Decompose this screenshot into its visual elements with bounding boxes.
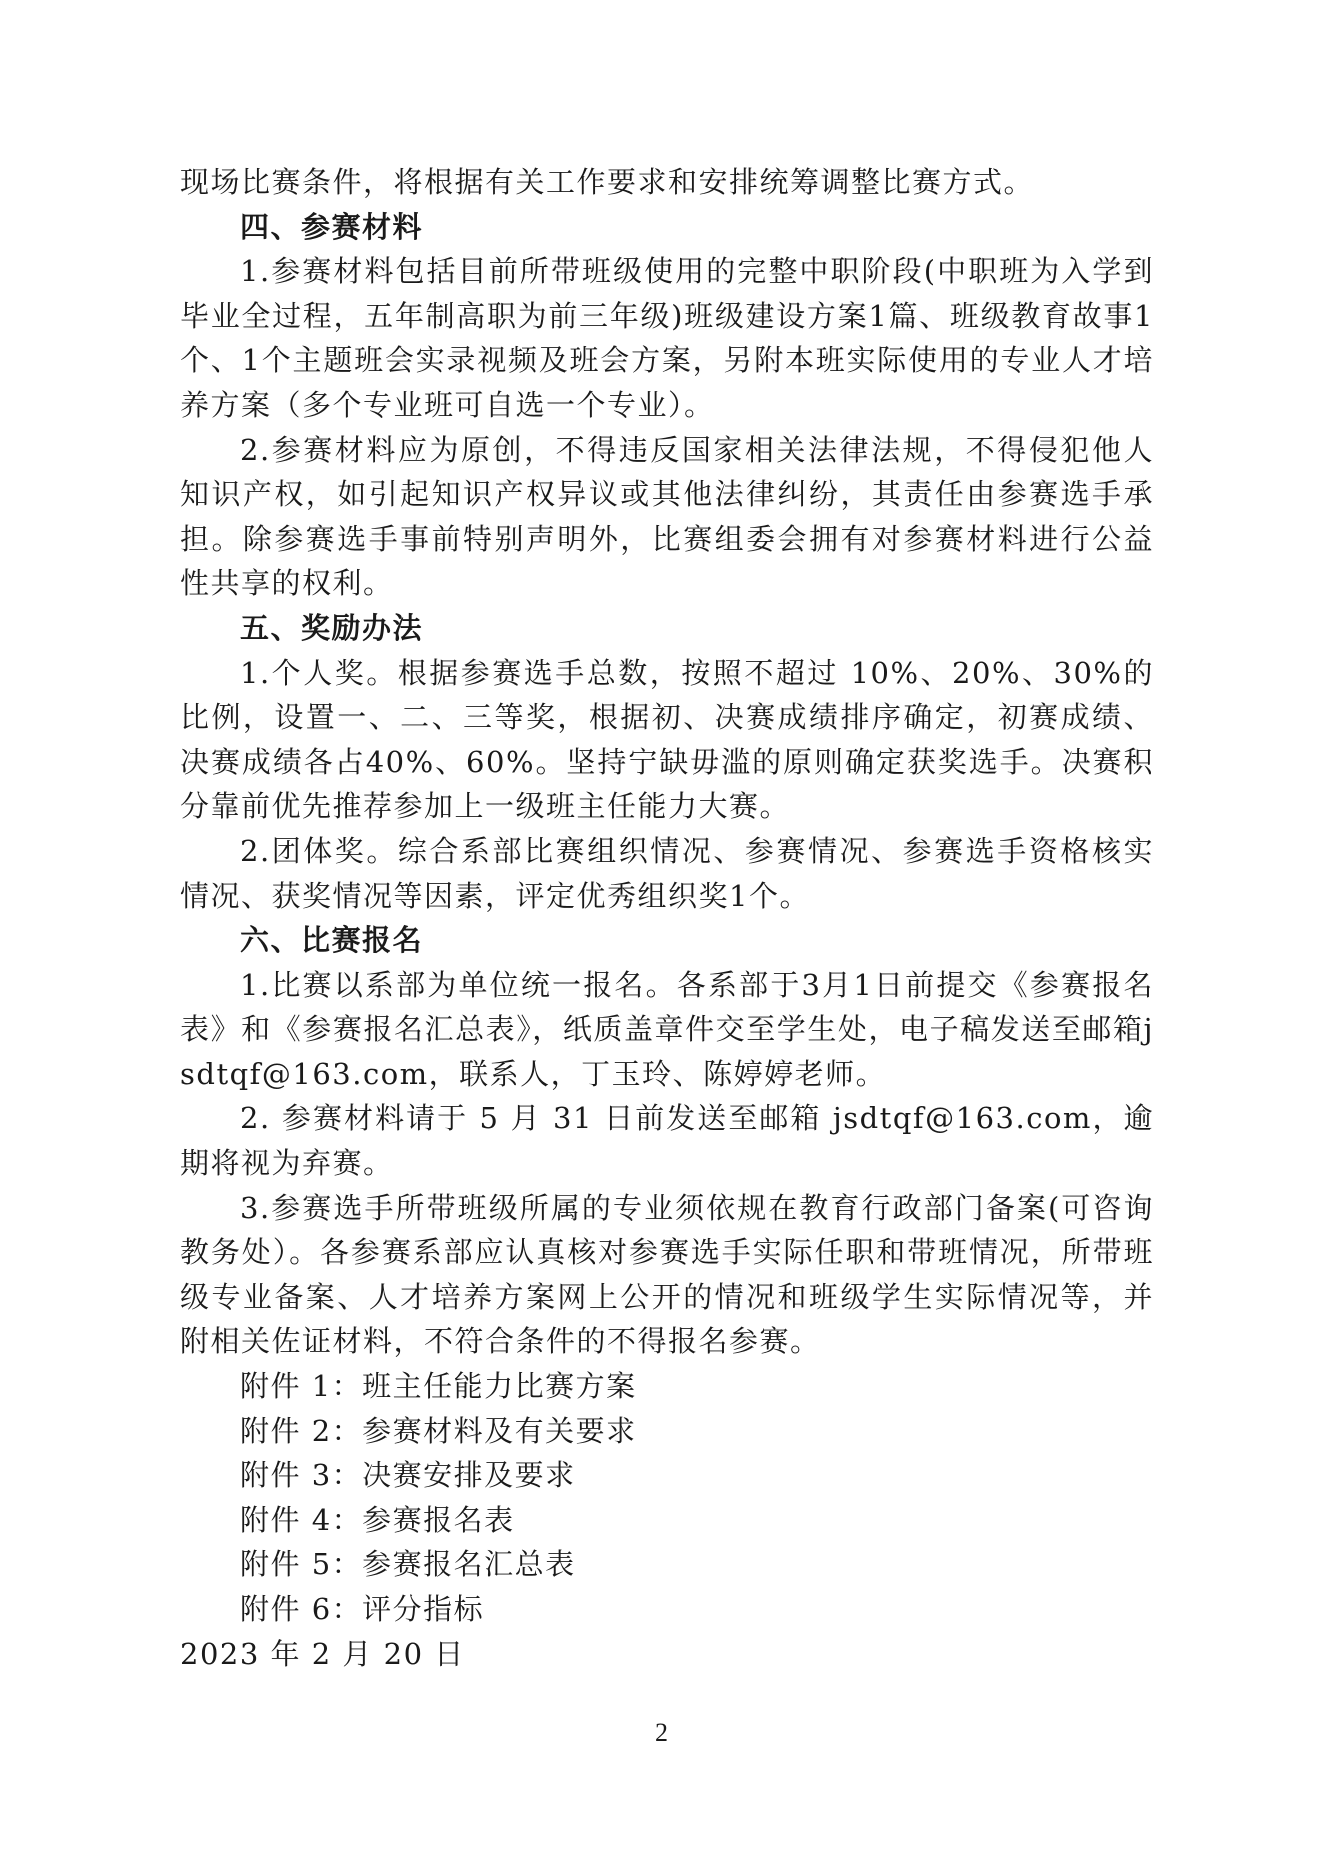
attachment-item: 附件 5：参赛报名汇总表	[240, 1547, 576, 1582]
section-heading-registration: 六、比赛报名	[240, 923, 424, 958]
attachment-item: 附件 6：评分指标	[240, 1592, 485, 1626]
page-number: 2	[655, 1718, 668, 1747]
paragraph-materials-2: 2.参赛材料应为原创，不得违反国家相关法律法规，不得侵犯他人知识产权，如引起知识产权异议或其他法律纠纷，其责任由参赛选手承担。除参赛选手事前特别声明外，比赛组委会拥有对参赛材料进行公益性共享的权利。	[180, 432, 1154, 601]
attachment-item: 附件 1：班主任能力比赛方案	[240, 1369, 637, 1404]
paragraph-registration-1: 1.比赛以系部为单位统一报名。各系部于3月1日前提交《参赛报名表》和《参赛报名汇总表》，纸质盖章件交至学生处，电子稿发送至邮箱jsdtqf@163.com，联系人，丁玉玲、陈婷婷老师。	[180, 967, 1154, 1091]
paragraph-materials-1: 1.参赛材料包括目前所带班级使用的完整中职阶段(中职班为入学到毕业全过程，五年制高职为前三年级)班级建设方案1篇、班级教育故事1个、1个主题班会实录视频及班会方案，另附本班实际使用的专业人才培养方案（多个专业班可自选一个专业）。	[180, 254, 1154, 422]
paragraph-awards-1: 1.个人奖。根据参赛选手总数，按照不超过 10%、20%、30%的比例，设置一、二、三等奖，根据初、决赛成绩排序确定，初赛成绩、决赛成绩各占40%、60%。坚持宁缺毋滥的原则确定获奖选手。决赛积分靠前优先推荐参加上一级班主任能力大赛。	[180, 655, 1154, 824]
attachment-item: 附件 2：参赛材料及有关要求	[240, 1413, 637, 1448]
section-heading-materials: 四、参赛材料	[240, 209, 424, 244]
attachment-item: 附件 4：参赛报名表	[240, 1502, 515, 1537]
paragraph-continuation: 现场比赛条件，将根据有关工作要求和安排统筹调整比赛方式。	[180, 165, 1035, 199]
attachment-item: 附件 3：决赛安排及要求	[240, 1458, 576, 1493]
document-date: 2023 年 2 月 20 日	[180, 1636, 465, 1671]
section-heading-awards: 五、奖励办法	[240, 610, 424, 645]
paragraph-registration-3: 3.参赛选手所带班级所属的专业须依规在教育行政部门备案(可咨询教务处）。各参赛系部应认真核对参赛选手实际任职和带班情况，所带班级专业备案、人才培养方案网上公开的情况和班级学生实际情况等，并附相关佐证材料，不符合条件的不得报名参赛。	[180, 1190, 1154, 1359]
paragraph-registration-2: 2. 参赛材料请于 5 月 31 日前发送至邮箱 jsdtqf@163.com，逾期将视为弃赛。	[180, 1101, 1154, 1181]
document-body	[180, 160, 1154, 1676]
paragraph-awards-2: 2.团体奖。综合系部比赛组织情况、参赛情况、参赛选手资格核实情况、获奖情况等因素，评定优秀组织奖1个。	[180, 833, 1154, 913]
